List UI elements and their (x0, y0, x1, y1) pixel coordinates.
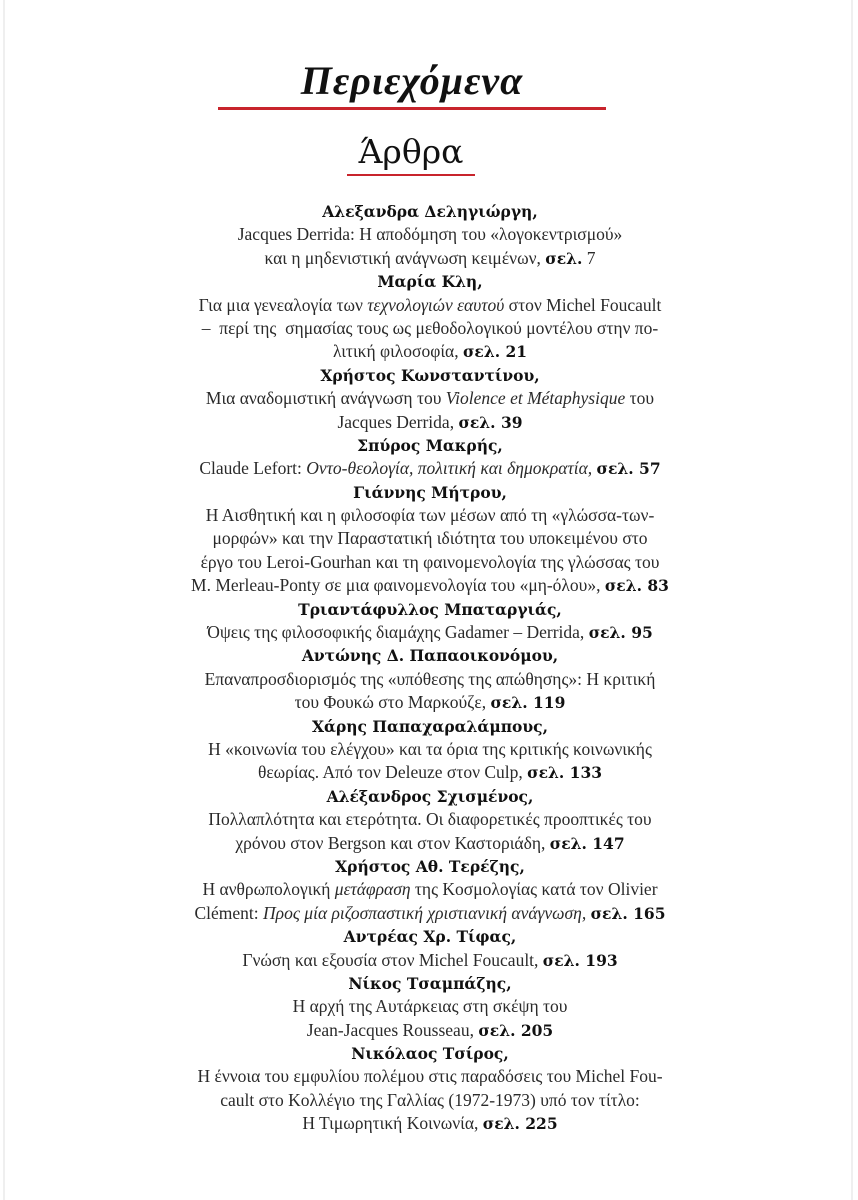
toc-entry[interactable] (110, 715, 750, 785)
entry-title-line (110, 808, 750, 831)
entry-title-line (110, 1112, 750, 1135)
entry-title-line (110, 551, 750, 574)
entry-title-line (110, 691, 750, 714)
title-text: M. Merleau-Ponty σε μια φαινομενολογία του «μη-όλου», (191, 575, 605, 596)
title-text: Η «κοινωνία του ελέγχου» και τα όρια της κριτικής κοινωνικής (208, 738, 652, 759)
entry-author: Μαρία Κλη, (377, 272, 483, 292)
entry-title-line (110, 294, 750, 317)
entry-title-line (110, 761, 750, 784)
page-reference: σελ. 205 (478, 1020, 554, 1040)
table-of-contents (110, 200, 750, 1136)
entry-title-line (110, 527, 750, 550)
entry-author: Τριαντάφυλλος Μπαταργιάς, (298, 599, 562, 619)
title-text: Μια αναδομιστική ανάγνωση του (205, 388, 446, 409)
entry-author: Σπύρος Μακρής, (357, 435, 503, 455)
page-reference: σελ. (545, 248, 583, 268)
entry-title-line (110, 457, 750, 480)
section-underline (347, 174, 475, 176)
page-reference: σελ. 95 (588, 623, 653, 643)
entry-author: Χάρης Παπαχαραλάμπους, (312, 716, 548, 736)
toc-entry[interactable] (110, 644, 750, 714)
entry-author: Χρήστος Αθ. Τερέζης, (335, 856, 525, 876)
title-text: του Φουκώ στο Μαρκούζε, (294, 692, 491, 713)
title-text: Η αρχή της Αυτάρκειας στη σκέψη του (292, 996, 568, 1017)
title-text: μορφών» και την Παραστατική ιδιότητα του υποκειμένου στο (212, 528, 648, 549)
title-text: Η έννοια του εμφυλίου πολέμου στις παραδόσεις του Michel Fou- (197, 1066, 663, 1087)
entry-title-line (110, 340, 750, 363)
italic-title-text: μετάφραση (334, 879, 411, 900)
entry-title-line (110, 317, 750, 340)
toc-entry[interactable] (110, 270, 750, 364)
entry-title-line (110, 668, 750, 691)
page-reference: σελ. 147 (549, 833, 625, 853)
entry-title-line (110, 878, 750, 901)
title-text: Jacques Derrida: Η αποδόμηση του «λογοκεντρισμού» (237, 224, 623, 245)
title-text: Επαναπροσδιορισμός της «υπόθεσης της απώθησης»: Η κριτική (204, 668, 656, 689)
page-edge-right (851, 0, 853, 1200)
entry-title-line (110, 738, 750, 761)
page-edge-left (3, 0, 5, 1200)
toc-entry[interactable] (110, 785, 750, 855)
toc-entry[interactable] (110, 364, 750, 434)
italic-title-text: Οντο-θεολογία, πολιτική και δημοκρατία, (306, 458, 593, 479)
page-reference: σελ. 193 (542, 950, 618, 970)
entry-title-line (110, 223, 750, 246)
entry-author: Γιάννης Μήτρου, (353, 482, 507, 502)
title-text: Clément: (194, 902, 264, 923)
entry-author: Νικόλαος Τσίρος, (351, 1044, 509, 1064)
title-text: Η Αισθητική και η φιλοσοφία των μέσων από τη «γλώσσα-των- (205, 505, 655, 526)
entry-title-line (110, 902, 750, 925)
title-text: και η μηδενιστική ανάγνωση κειμένων, (264, 247, 546, 268)
title-text: στον Michel Foucault (504, 294, 662, 315)
title-text: Jean-Jacques Rousseau, (306, 1019, 479, 1040)
title-text: λιτική φιλοσοφία, (332, 341, 463, 362)
entry-author: Αλέξανδρος Σχισμένος, (326, 786, 534, 806)
entry-title-line (110, 621, 750, 644)
entry-author: Αλεξανδρα Δεληγιώργη, (322, 202, 538, 221)
title-text: χρόνου στον Bergson και στον Καστοριάδη, (235, 832, 550, 853)
toc-entry[interactable] (110, 481, 750, 598)
toc-entry[interactable] (110, 598, 750, 645)
title-text: έργο του Leroi-Gourhan και τη φαινομενολογία της γλώσσας του (200, 551, 660, 572)
title-text: Η Τιμωρητική Κοινωνία, (302, 1113, 483, 1134)
italic-title-text: Violence et Métaphysique (445, 388, 626, 409)
entry-title-line (110, 1019, 750, 1042)
entry-title-line (110, 387, 750, 410)
title-text: cault στο Κολλέγιο της Γαλλίας (1972-1973) υπό τον τίτλο: (220, 1089, 640, 1110)
title-text: του (625, 388, 655, 409)
page-reference: σελ. 21 (462, 342, 528, 362)
entry-author: Αντρέας Χρ. Τίφας, (343, 927, 517, 947)
title-text: Γνώση και εξουσία στον Michel Foucault, (242, 949, 543, 970)
title-text: της Κοσμολογίας κατά τον Olivier (410, 879, 658, 900)
title-text: Jacques Derrida, (337, 411, 459, 432)
section-heading: Άρθρα (358, 132, 464, 171)
page-reference: σελ. 225 (482, 1114, 558, 1134)
page-reference: σελ. 133 (527, 763, 603, 783)
entry-author: Χρήστος Κωνσταντίνου, (320, 365, 540, 385)
entry-title-line (110, 411, 750, 434)
entry-title-line (110, 504, 750, 527)
title-text: – περί της σημασίας τους ως μεθοδολογικού μοντέλου στην πο- (201, 317, 659, 338)
title-text: Claude Lefort: (199, 458, 307, 479)
toc-entry[interactable] (110, 1042, 750, 1136)
page-reference: σελ. 165 (590, 903, 666, 923)
entry-title-line (110, 949, 750, 972)
title-text: Όψεις της φιλοσοφικής διαμάχης Gadamer – Derrida, (207, 622, 589, 643)
title-underline (218, 107, 606, 110)
entry-title-line (110, 1065, 750, 1088)
toc-entry[interactable] (110, 972, 750, 1042)
title-text: Για μια γενεαλογία των (198, 294, 368, 315)
toc-entry[interactable] (110, 855, 750, 925)
toc-entry[interactable] (110, 925, 750, 972)
italic-title-text: τεχνολογιών εαυτού (367, 294, 505, 315)
entry-author: Νίκος Τσαμπάζης, (348, 973, 512, 993)
entry-title-line (110, 832, 750, 855)
entry-title-line (110, 1089, 750, 1112)
page-title: Περιεχόμενα (300, 58, 524, 103)
entry-title-line (110, 995, 750, 1018)
page-reference: σελ. 39 (458, 412, 523, 432)
toc-entry[interactable] (110, 434, 750, 481)
page-reference: σελ. 57 (596, 459, 661, 479)
entry-title-line (110, 247, 750, 270)
italic-title-text: Προς μία ριζοσπαστική χριστιανική ανάγνωση, (263, 902, 587, 923)
toc-entry[interactable] (110, 200, 750, 270)
title-text: 7 (582, 247, 596, 268)
page-reference: σελ. 83 (604, 576, 669, 596)
title-text: θεωρίας. Από τον Deleuze στον Culp, (257, 762, 528, 783)
entry-title-line (110, 574, 750, 597)
title-text: Πολλαπλότητα και ετερότητα. Οι διαφορετικές προοπτικές του (208, 809, 652, 830)
title-text: Η ανθρωπολογική (202, 879, 335, 900)
page-reference: σελ. 119 (490, 693, 566, 713)
entry-author: Αντώνης Δ. Παπαοικονόμου, (301, 646, 559, 666)
